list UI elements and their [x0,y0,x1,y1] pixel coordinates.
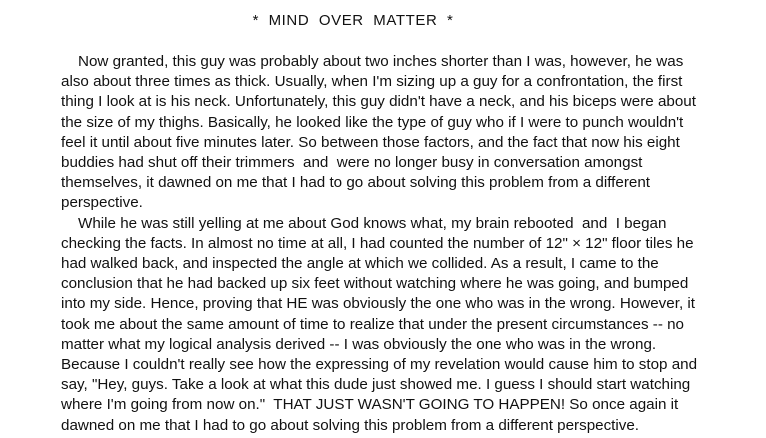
text-line: took me about the same amount of time to realize that under the present circumstances -- no [61,315,685,333]
text-line: conclusion that he had backed up six feet without watching where he was going, and bumped [61,275,689,293]
text-line: While he was still yelling at me about God knows what, my brain rebooted and I began [78,214,667,232]
text-line: matter what my logical analysis derived -- I was obviously the one who was in the wrong. [61,335,657,353]
text-line: also about three times as thick. Usually, when I'm sizing up a guy for a confrontation, the first [61,73,683,91]
text-line: say, "Hey, guys. Take a look at what this dude just showed me. I guess I should start watching [61,376,691,394]
text-line: into my side. Hence, proving that HE was obviously the one who was in the wrong. However, it [61,295,695,313]
text-line: perspective. [61,194,143,212]
text-line: had walked back, and inspected the angle at which we collided. As a result, I came to the [61,255,659,273]
text-line: where I'm going from now on." THAT JUST WASN'T GOING TO HAPPEN! So once again it [61,396,679,414]
text-line: the size of my thighs. Basically, he looked like the type of guy who if I were to punch wouldn't [61,113,684,131]
paragraph-2 [61,214,711,436]
text-line: thing I look at is his neck. Unfortunately, this guy didn't have a neck, and his biceps were about [61,93,696,111]
text-line: feel it until about five minutes later. So between those factors, and the fact that now his eight [61,133,680,151]
paragraph-1 [61,52,711,214]
document-body [61,52,711,436]
text-line: checking the facts. In almost no time at all, I had counted the number of 12" × 12" floor tiles he [61,234,694,252]
text-line: Because I couldn't really see how the expressing of my revelation would cause him to stop and [61,356,698,374]
text-line: buddies had shut off their trimmers and were no longer busy in conversation amongst [61,154,643,172]
text-line: Now granted, this guy was probably about two inches shorter than I was, however, he was [78,53,684,70]
text-line: themselves, it dawned on me that I had to go about solving this problem from a different [61,174,650,192]
text-line: dawned on me that I had to go about solving this problem from a different perspective. [61,416,640,434]
document-title: * MIND OVER MATTER * [252,12,454,29]
